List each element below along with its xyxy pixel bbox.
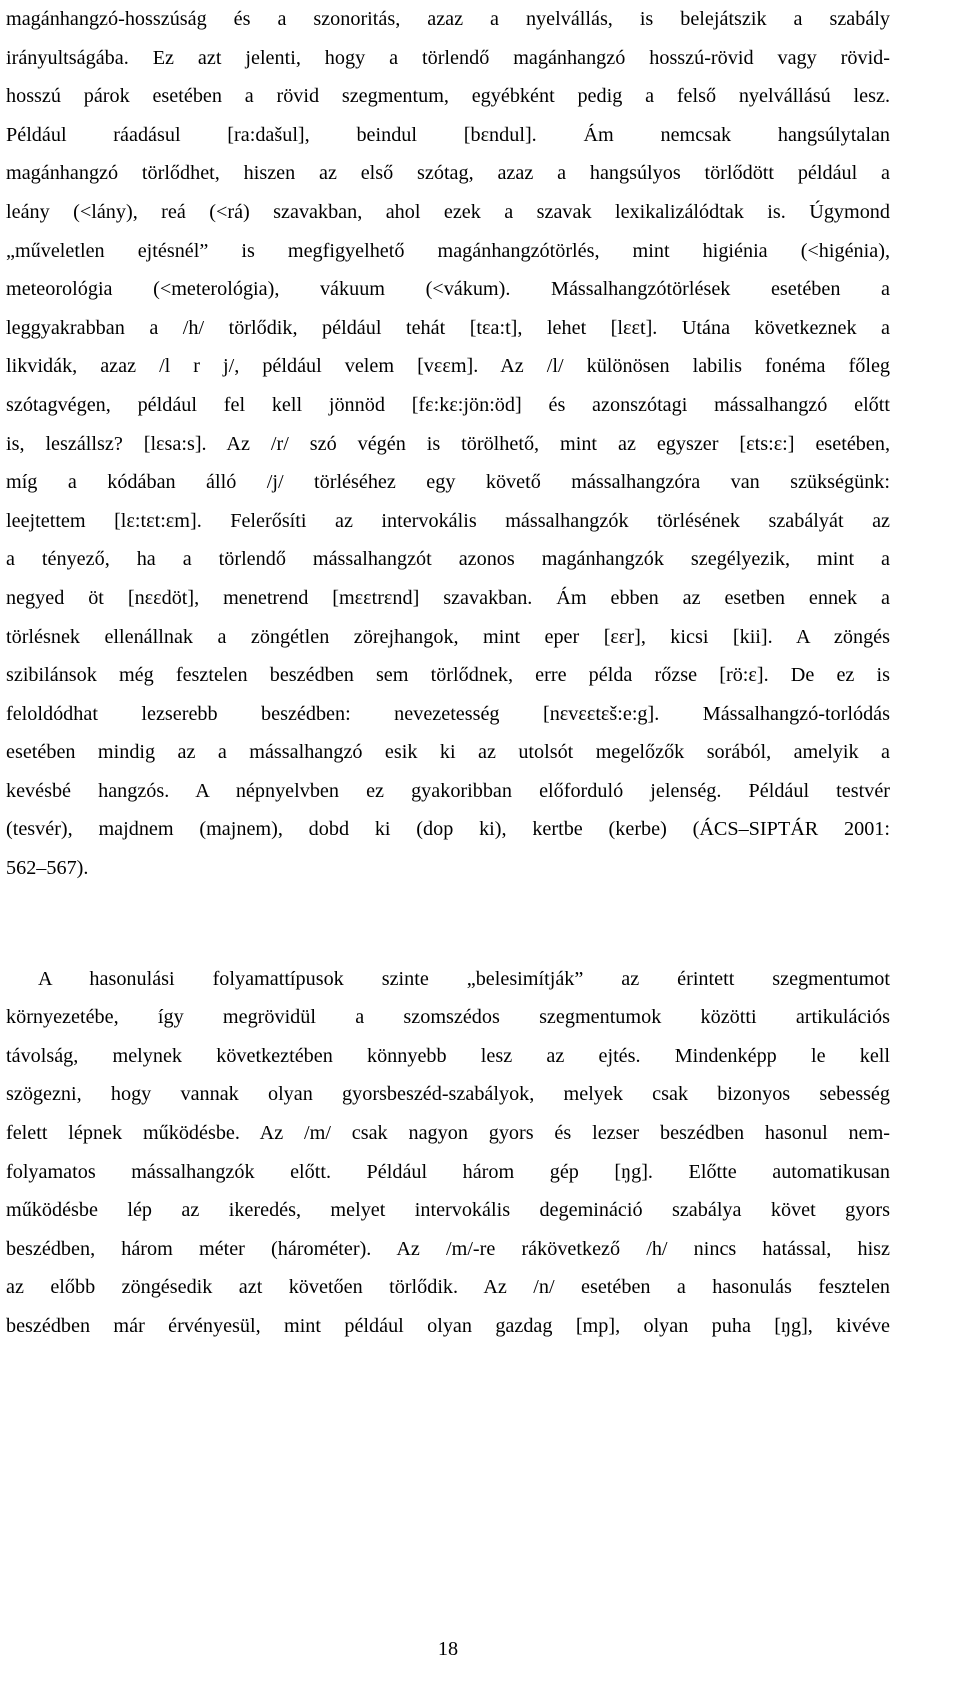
text-line: A hasonulási folyamattípusok szinte „belesimítják” az érintett szegmentumot	[38, 967, 890, 990]
text-line: irányultságába. Ez azt jelenti, hogy a törlendő magánhangzó hosszú-rövid vagy rövid-	[6, 46, 890, 69]
text-line: is, leszállsz? [lɛsa:s]. Az /r/ szó végén is törölhető, mint az egyszer [ɛts:ɛ:] esetében,	[6, 432, 890, 455]
text-line: távolság, melynek következtében könnyebb lesz az ejtés. Mindenképp le kell	[6, 1044, 890, 1067]
text-line: feloldódhat lezserebb beszédben: nevezetesség [nɛvɛɛtɛš:e:g]. Mássalhangzó-torlódás	[6, 702, 890, 725]
text-line: meteorológia (<meterológia), vákuum (<vákum). Mássalhangzótörlések esetében a	[6, 278, 890, 301]
text-line: „műveletlen ejtésnél” is megfigyelhető magánhangzótörlés, mint higiénia (<higénia),	[6, 239, 890, 262]
text-line: magánhangzó-hosszúság és a szonoritás, azaz a nyelvállás, is belejátszik a szabály	[6, 8, 890, 30]
text-line: szibilánsok még fesztelen beszédben sem törlődnek, erre példa rőzse [rö:ɛ]. De ez is	[6, 664, 890, 687]
text-line: magánhangzó törlődhet, hiszen az első szótag, azaz a hangsúlyos törlődött például a	[6, 162, 890, 185]
text-line: a tényező, ha a törlendő mássalhangzót azonos magánhangzók szegélyezik, mint a	[6, 548, 890, 571]
text-line: leány (<lány), reá (<rá) szavakban, ahol ezek a szavak lexikalizálódtak is. Úgymond	[6, 200, 890, 223]
text-line: negyed öt [nɛɛdöt], menetrend [mɛɛtrɛnd] szavakban. Ám ebben az esetben ennek a	[6, 586, 890, 609]
text-line: környezetébe, így megrövidül a szomszédos szegmentumok közötti artikulációs	[6, 1006, 890, 1029]
text-line: működésbe lép az ikeredés, melyet intervokális degemináció szabálya követ gyors	[6, 1199, 890, 1222]
paragraph-1	[6, 0, 890, 888]
text-line: likvidák, azaz /l r j/, például velem [vɛɛm]. Az /l/ különösen labilis fonéma főleg	[6, 355, 890, 378]
text-line: kevésbé hangzós. A népnyelvben ez gyakoribban előforduló jelenség. Például testvér	[6, 779, 890, 802]
text-line: szótagvégen, például fel kell jönnöd [fɛ:kɛ:jön:öd] és azonszótagi mássalhangzó előtt	[6, 393, 890, 416]
text-line: leggyakrabban a /h/ törlődik, például tehát [tɛa:t], lehet [lɛɛt]. Utána következnek a	[6, 316, 890, 339]
text-line: beszédben már érvényesül, mint például olyan gazdag [mp], olyan puha [ŋg], kivéve	[6, 1315, 890, 1337]
text-line: az előbb zöngésedik azt követően törlődik. Az /n/ esetében a hasonulás fesztelen	[6, 1276, 890, 1299]
paragraph-2	[6, 960, 890, 1346]
text-line: 562–567).	[6, 857, 89, 880]
text-line: beszédben, három méter (hárométer). Az /m/-re rákövetkező /h/ nincs hatással, hisz	[6, 1237, 890, 1260]
text-line: folyamatos mássalhangzók előtt. Például három gép [ŋg]. Előtte automatikusan	[6, 1160, 890, 1183]
text-line: (tesvér), majdnem (majnem), dobd ki (dop ki), kertbe (kerbe) (ÁCS–SIPTÁR 2001:	[6, 818, 890, 841]
document-page	[6, 0, 890, 1346]
text-line: Például ráadásul [ra:dašul], beindul [bɛndul]. Ám nemcsak hangsúlytalan	[6, 123, 890, 146]
text-line: leejtettem [lɛ:tɛt:ɛm]. Felerősíti az intervokális mássalhangzók törlésének szabályát az	[6, 509, 890, 532]
text-line: felett lépnek működésbe. Az /m/ csak nagyon gyors és lezser beszédben hasonul nem-	[6, 1122, 890, 1145]
page-number: 18	[437, 1638, 459, 1660]
text-line: szögezni, hogy vannak olyan gyorsbeszéd-szabályok, melyek csak bizonyos sebesség	[6, 1083, 890, 1106]
text-line: míg a kódában álló /j/ törléséhez egy követő mássalhangzóra van szükségünk:	[6, 471, 890, 494]
text-line: törlésnek ellenállnak a zöngétlen zörejhangok, mint eper [ɛɛr], kicsi [kii]. A zöngés	[6, 625, 890, 648]
text-line: hosszú párok esetében a rövid szegmentum, egyébként pedig a felső nyelvállású lesz.	[6, 85, 890, 108]
text-line: esetében mindig az a mássalhangzó esik ki az utolsót megelőzők sorából, amelyik a	[6, 741, 890, 764]
